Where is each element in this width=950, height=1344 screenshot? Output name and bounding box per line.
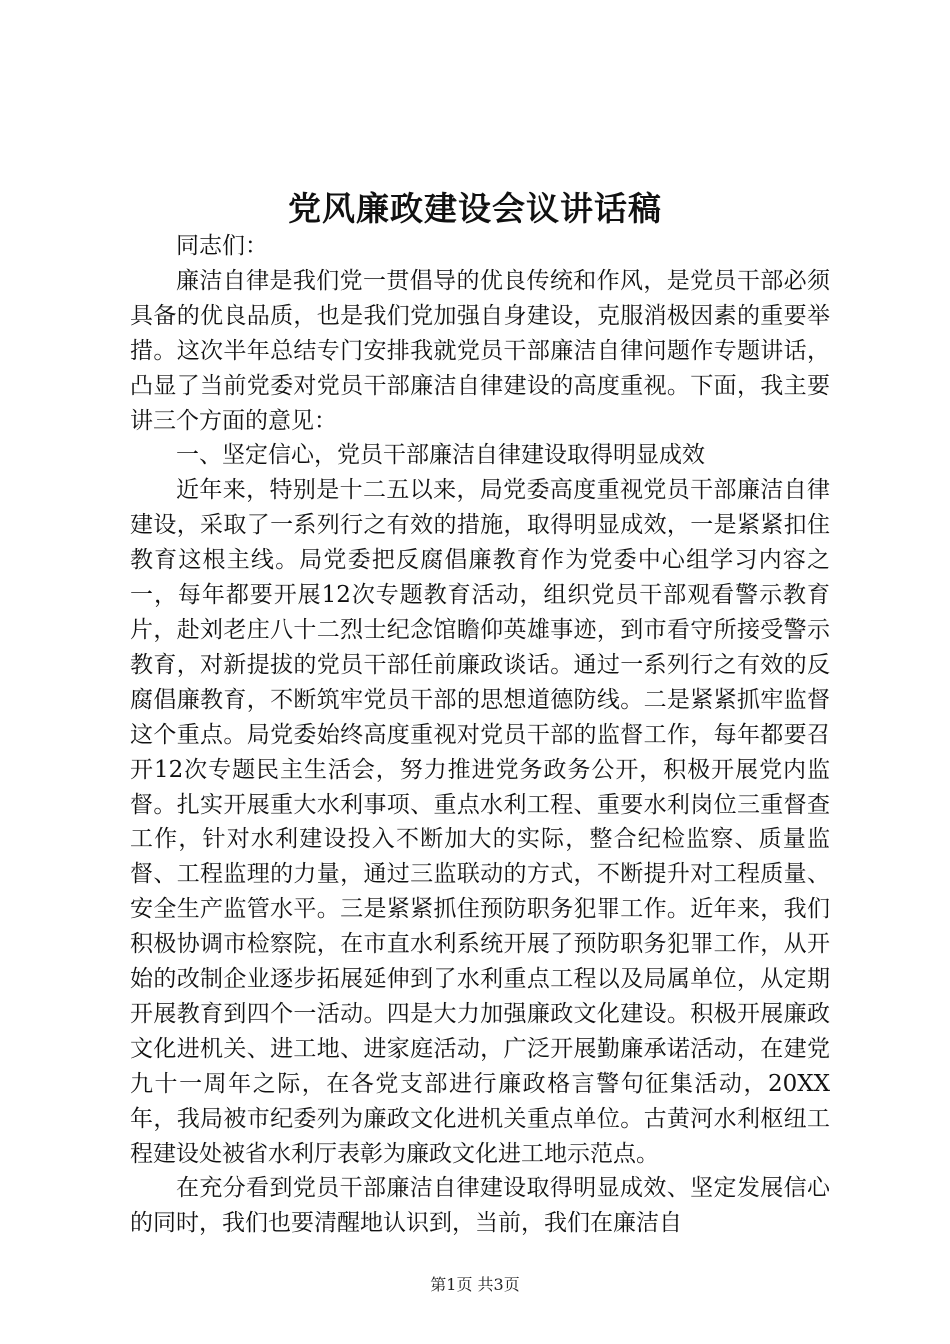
document-title: 党风廉政建设会议讲话稿 — [288, 189, 662, 228]
body-paragraph: 近年来，特别是十二五以来，局党委高度重视党员干部廉洁自律建设，采取了一系列行之有效的措施，取得明显成效，一是紧紧扣住教育这根主线。局党委把反腐倡廉教育作为党委中心组学习内容之一，每年都要开展12次专题教育活动，组织党员干部观看警示教育片，赴刘老庄八十二烈士纪念馆瞻仰英雄事迹，到市看守所接受警示教育，对新提拔的党员干部任前廉政谈话。通过一系列行之有效的反腐倡廉教育，不断筑牢党员干部的思想道德防线。二是紧紧抓牢监督这个重点。局党委始终高度重视对党员干部的监督工作，每年都要召开12次专题民主生活会，努力推进党务政务公开，积极开展党内监督。扎实开展重大水利事项、重点水利工程、重要水利岗位三重督查工作，针对水利建设投入不断加大的实际，整合纪检监察、质量监督、工程监理的力量，通过三监联动的方式，不断提升对工程质量、安全生产监管水平。三是紧紧抓住预防职务犯罪工作。近年来，我们积极协调市检察院，在市直水利系统开展了预防职务犯罪工作，从开始的改制企业逐步拓展延伸到了水利重点工程以及局属单位，从定期开展教育到四个一活动。四是大力加强廉政文化建设。积极开展廉政文化进机关、进工地、进家庭活动，广泛开展勤廉承诺活动，在建党九十一周年之际，在各党支部进行廉政格言警句征集活动，20XX年，我局被市纪委列为廉政文化进机关重点单位。古黄河水利枢纽工程建设处被省水利厅表彰为廉政文化进工地示范点。 — [130, 477, 830, 1167]
body-paragraph: 在充分看到党员干部廉洁自律建设取得明显成效、坚定发展信心的同时，我们也要清醒地认识到，当前，我们在廉洁自 — [130, 1175, 830, 1237]
page-number-footer: 第1页 共3页 — [430, 1275, 520, 1294]
document-body — [130, 229, 830, 1241]
salutation-paragraph: 同志们： — [176, 233, 268, 259]
intro-paragraph: 廉洁自律是我们党一贯倡导的优良传统和作风，是党员干部必须具备的优良品质，也是我们党加强自身建设，克服消极因素的重要举措。这次半年总结专门安排我就党员干部廉洁自律问题作专题讲话，凸显了当前党委对党员干部廉洁自律建设的高度重视。下面，我主要讲三个方面的意见： — [130, 267, 830, 434]
section-heading: 一、坚定信心，党员干部廉洁自律建设取得明显成效 — [176, 442, 705, 469]
